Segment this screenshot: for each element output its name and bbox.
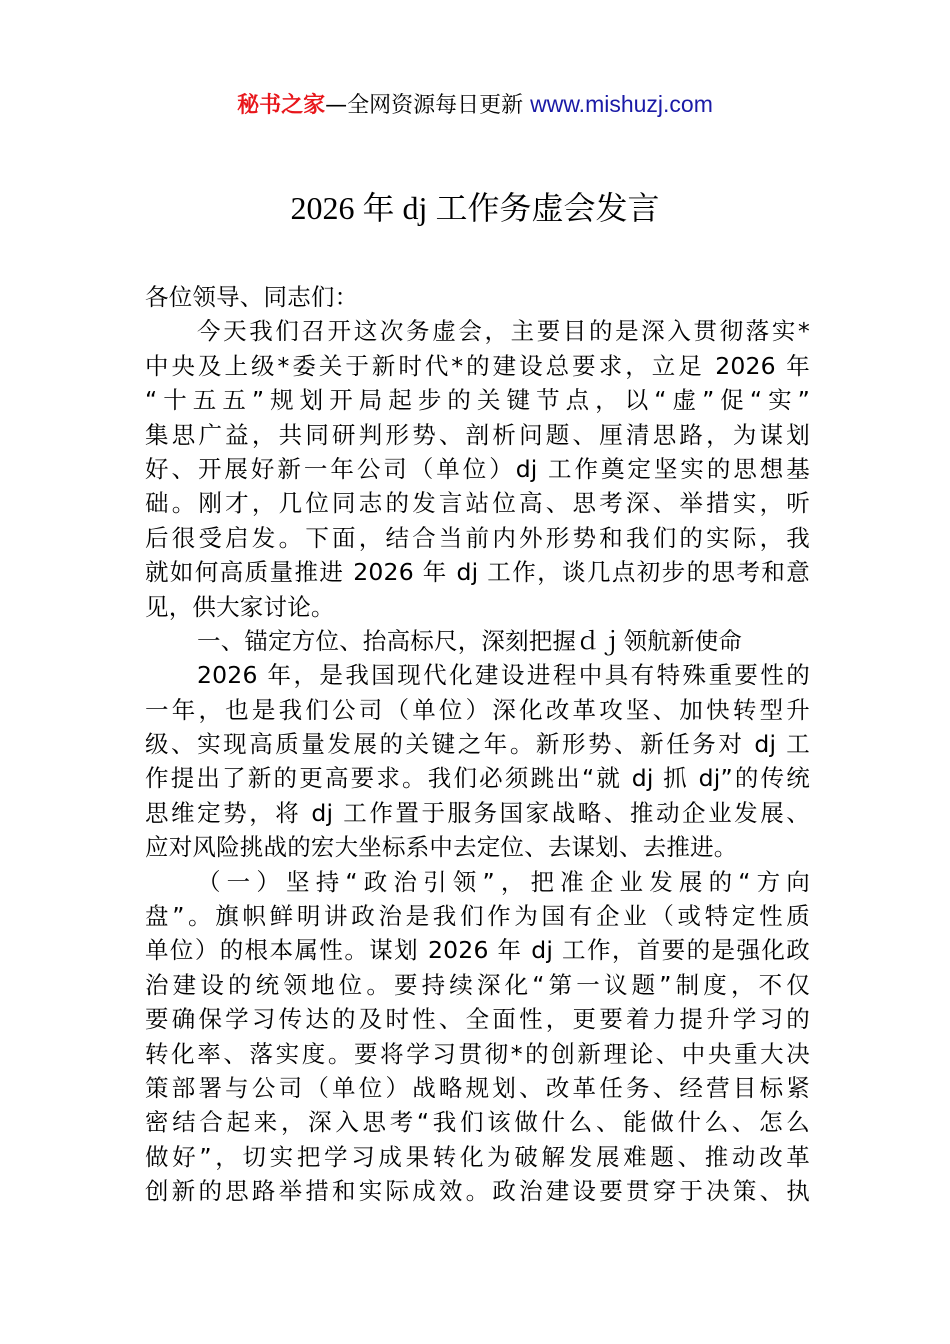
header-banner <box>0 88 950 122</box>
paragraph-line: 应对风险挑战的宏大坐标系中去定位、去谋划、去推进。 <box>145 833 738 862</box>
paragraph-line: 密结合起来，深入思考“我们该做什么、能做什么、怎么 <box>145 1108 810 1137</box>
site-url-link[interactable]: www.mishuzj.com <box>530 91 713 117</box>
salutation: 各位领导、同志们： <box>145 283 359 311</box>
paragraph-line: 作提出了新的更高要求。我们必须跳出“就 dj 抓 dj”的传统 <box>145 764 810 793</box>
paragraph-line: 集思广益，共同研判形势、剖析问题、厘清思路，为谋划 <box>145 420 810 449</box>
document-title: 2026 年 dj 工作务虚会发言 <box>290 190 660 226</box>
paragraph-line: 今天我们召开这次务虚会，主要目的是深入贯彻落实* <box>197 317 810 346</box>
paragraph-line: 要确保学习传达的及时性、全面性，更要着力提升学习的 <box>145 1005 810 1034</box>
paragraph-line: 做好”，切实把学习成果转化为破解发展难题、推动改革 <box>145 1142 810 1171</box>
paragraph-line: 2026 年，是我国现代化建设进程中具有特殊重要性的 <box>197 661 810 690</box>
paragraph-line: 础。刚才，几位同志的发言站位高、思考深、举措实，听 <box>145 489 810 518</box>
paragraph-line: 策部署与公司（单位）战略规划、改革任务、经营目标紧 <box>145 1073 810 1102</box>
paragraph-line: 好、开展好新一年公司（单位）dj 工作奠定坚实的思想基 <box>145 454 810 483</box>
paragraph-line: 见，供大家讨论。 <box>145 592 335 621</box>
paragraph-line: 一年，也是我们公司（单位）深化改革攻坚、加快转型升 <box>145 695 810 724</box>
paragraph-line: 后很受启发。下面，结合当前内外形势和我们的实际，我 <box>145 523 810 552</box>
section-heading: 一、锚定方位、抬高标尺，深刻把握ｄｊ领航新使命 <box>197 626 743 655</box>
subsection-heading-line: （一）坚持“政治引领”，把准企业发展的“方向 <box>197 867 810 896</box>
paragraph-line: “十五五”规划开局起步的关键节点，以“虚”促“实” <box>145 386 810 415</box>
paragraph-line: 创新的思路举措和实际成效。政治建设要贯穿于决策、执 <box>145 1177 810 1206</box>
header-tagline: —全网资源每日更新 <box>325 93 531 118</box>
paragraph-line: 就如何高质量推进 2026 年 dj 工作，谈几点初步的思考和意 <box>145 558 810 587</box>
paragraph-line: 中央及上级*委关于新时代*的建设总要求，立足 2026 年 <box>145 351 810 380</box>
paragraph-line: 思维定势，将 dj 工作置于服务国家战略、推动企业发展、 <box>145 798 810 827</box>
paragraph-line: 盘”。旗帜鲜明讲政治是我们作为国有企业（或特定性质 <box>145 902 810 931</box>
document-body <box>145 280 810 1209</box>
paragraph-line: 转化率、落实度。要将学习贯彻*的创新理论、中央重大决 <box>145 1039 810 1068</box>
paragraph-line: 级、实现高质量发展的关键之年。新形势、新任务对 dj 工 <box>145 730 810 759</box>
paragraph-line: 治建设的统领地位。要持续深化“第一议题”制度，不仅 <box>145 970 810 999</box>
brand-name: 秘书之家 <box>237 93 326 118</box>
paragraph-line: 单位）的根本属性。谋划 2026 年 dj 工作，首要的是强化政 <box>145 936 810 965</box>
